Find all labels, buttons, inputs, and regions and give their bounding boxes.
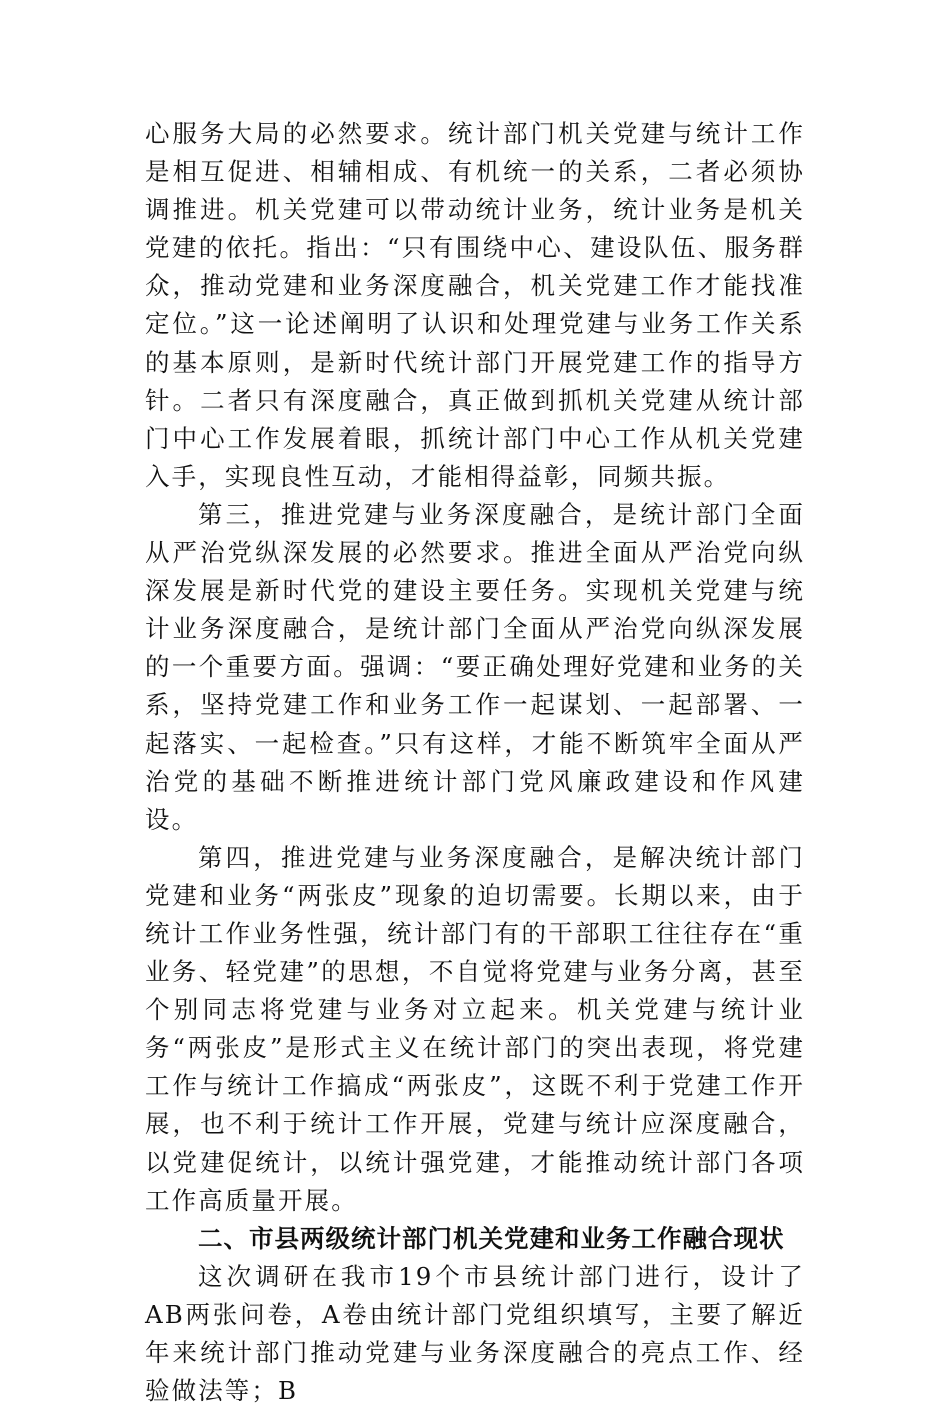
paragraph-survey-intro: 这次调研在我市19个市县统计部门进行，设计了AB两张问卷，A卷由统计部门党组织填写，主要了解近年来统计部门推动党建与业务深度融合的亮点工作、经验做法等；B: [145, 1261, 805, 1406]
paragraph-fourth-point: 第四，推进党建与业务深度融合，是解决统计部门党建和业务“两张皮”现象的迫切需要。长期以来，由于统计工作业务性强，统计部门有的干部职工往往存在“重业务、轻党建”的思想，不自觉将党建与业务分离，甚至个别同志将党建与业务对立起来。机关党建与统计业务“两张皮”是形式主义在统计部门的突出表现，将党建工作与统计工作搞成“两张皮”，这既不利于党建工作开展，也不利于统计工作开展，党建与统计应深度融合，以党建促统计，以统计强党建，才能推动统计部门各项工作高质量开展。: [145, 842, 805, 1215]
section-heading: 二、市县两级统计部门机关党建和业务工作融合现状: [198, 1223, 785, 1253]
paragraph-continuation: 心服务大局的必然要求。统计部门机关党建与统计工作是相互促进、相辅相成、有机统一的关系，二者必须协调推进。机关党建可以带动统计业务，统计业务是机关党建的依托。指出：“只有围绕中心、建设队伍、服务群众，推动党建和业务深度融合，机关党建工作才能找准定位。”这一论述阐明了认识和处理党建与业务工作关系的基本原则，是新时代统计部门开展党建工作的指导方针。二者只有深度融合，真正做到抓机关党建从统计部门中心工作发展着眼，抓统计部门中心工作从机关党建入手，实现良性互动，才能相得益彰，同频共振。: [145, 119, 805, 491]
document-body: [145, 115, 805, 1410]
paragraph-third-point: 第三，推进党建与业务深度融合，是统计部门全面从严治党纵深发展的必然要求。推进全面从严治党向纵深发展是新时代党的建设主要任务。实现机关党建与统计业务深度融合，是统计部门全面从严治党向纵深发展的一个重要方面。强调：“要正确处理好党建和业务的关系，坚持党建工作和业务工作一起谋划、一起部署、一起落实、一起检查。”只有这样，才能不断筑牢全面从严治党的基础不断推进统计部门党风廉政建设和作风建设。: [145, 499, 805, 834]
